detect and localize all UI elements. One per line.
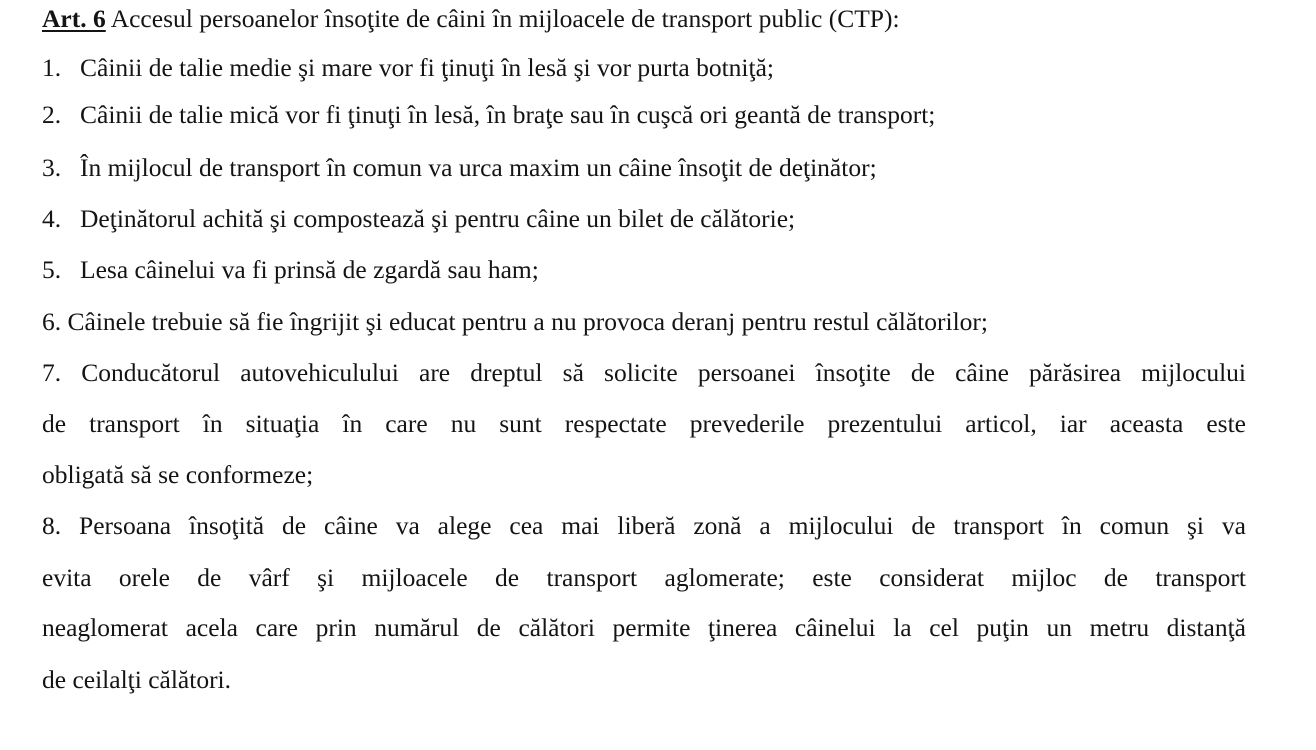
item-text: de transport în situaţia în care nu sunt respectate prevederile prezentului articol, iar aceasta este bbox=[42, 409, 1246, 438]
article-title: Accesul persoanelor însoţite de câini în mijloacele de transport public (CTP): bbox=[110, 4, 900, 33]
item-text: de ceilalţi călători. bbox=[42, 665, 232, 694]
item-number: 3. bbox=[42, 153, 62, 182]
list-item-8-line-1 bbox=[42, 511, 1246, 541]
article-label: Art. 6 bbox=[42, 4, 106, 33]
item-text: Câinii de talie mică vor fi ţinuţi în lesă, în braţe sau în cuşcă ori geantă de transport; bbox=[80, 100, 936, 129]
item-number: 8. bbox=[42, 511, 62, 540]
item-text: evita orele de vârf şi mijloacele de transport aglomerate; este considerat mijloc de transport bbox=[42, 563, 1246, 592]
item-number: 1. bbox=[42, 53, 62, 82]
list-item-5 bbox=[42, 255, 539, 285]
list-item-7-line-3 bbox=[42, 460, 313, 490]
item-text: Conducătorul autovehiculului are dreptul să solicite persoanei însoţite de câine părăsirea mijlocului bbox=[81, 358, 1247, 387]
list-item-7-line-2 bbox=[42, 409, 1246, 439]
list-item-8-line-3 bbox=[42, 613, 1246, 643]
item-number: 4. bbox=[42, 204, 62, 233]
article-heading bbox=[42, 4, 900, 34]
list-item-3 bbox=[42, 153, 877, 183]
list-item-8-line-4 bbox=[42, 665, 231, 695]
item-text: Persoana însoţită de câine va alege cea mai liberă zonă a mijlocului de transport în comun şi va bbox=[79, 511, 1246, 540]
item-text: Câinii de talie medie şi mare vor fi ţinuţi în lesă şi vor purta botniţă; bbox=[80, 53, 775, 82]
list-item-4 bbox=[42, 204, 795, 234]
list-item-8-line-2 bbox=[42, 563, 1246, 593]
list-item-7-line-1 bbox=[42, 358, 1246, 388]
item-text: Lesa câinelui va fi prinsă de zgardă sau ham; bbox=[80, 255, 539, 284]
item-text: neaglomerat acela care prin numărul de călători permite ţinerea câinelui la cel puţin un metru distanţă bbox=[42, 613, 1246, 642]
list-item-6 bbox=[42, 307, 988, 337]
item-text: Deţinătorul achită şi compostează şi pentru câine un bilet de călătorie; bbox=[80, 204, 796, 233]
list-item-2 bbox=[42, 100, 935, 130]
list-item-1 bbox=[42, 53, 774, 83]
item-number: 2. bbox=[42, 100, 62, 129]
item-text: În mijlocul de transport în comun va urca maxim un câine însoţit de deţinător; bbox=[80, 153, 877, 182]
item-number: 6. bbox=[42, 307, 62, 336]
item-text: obligată să se conformeze; bbox=[42, 460, 314, 489]
item-number: 5. bbox=[42, 255, 62, 284]
item-text: Câinele trebuie să fie îngrijit şi educat pentru a nu provoca deranj pentru restul călătorilor; bbox=[67, 307, 988, 336]
item-number: 7. bbox=[42, 358, 62, 387]
